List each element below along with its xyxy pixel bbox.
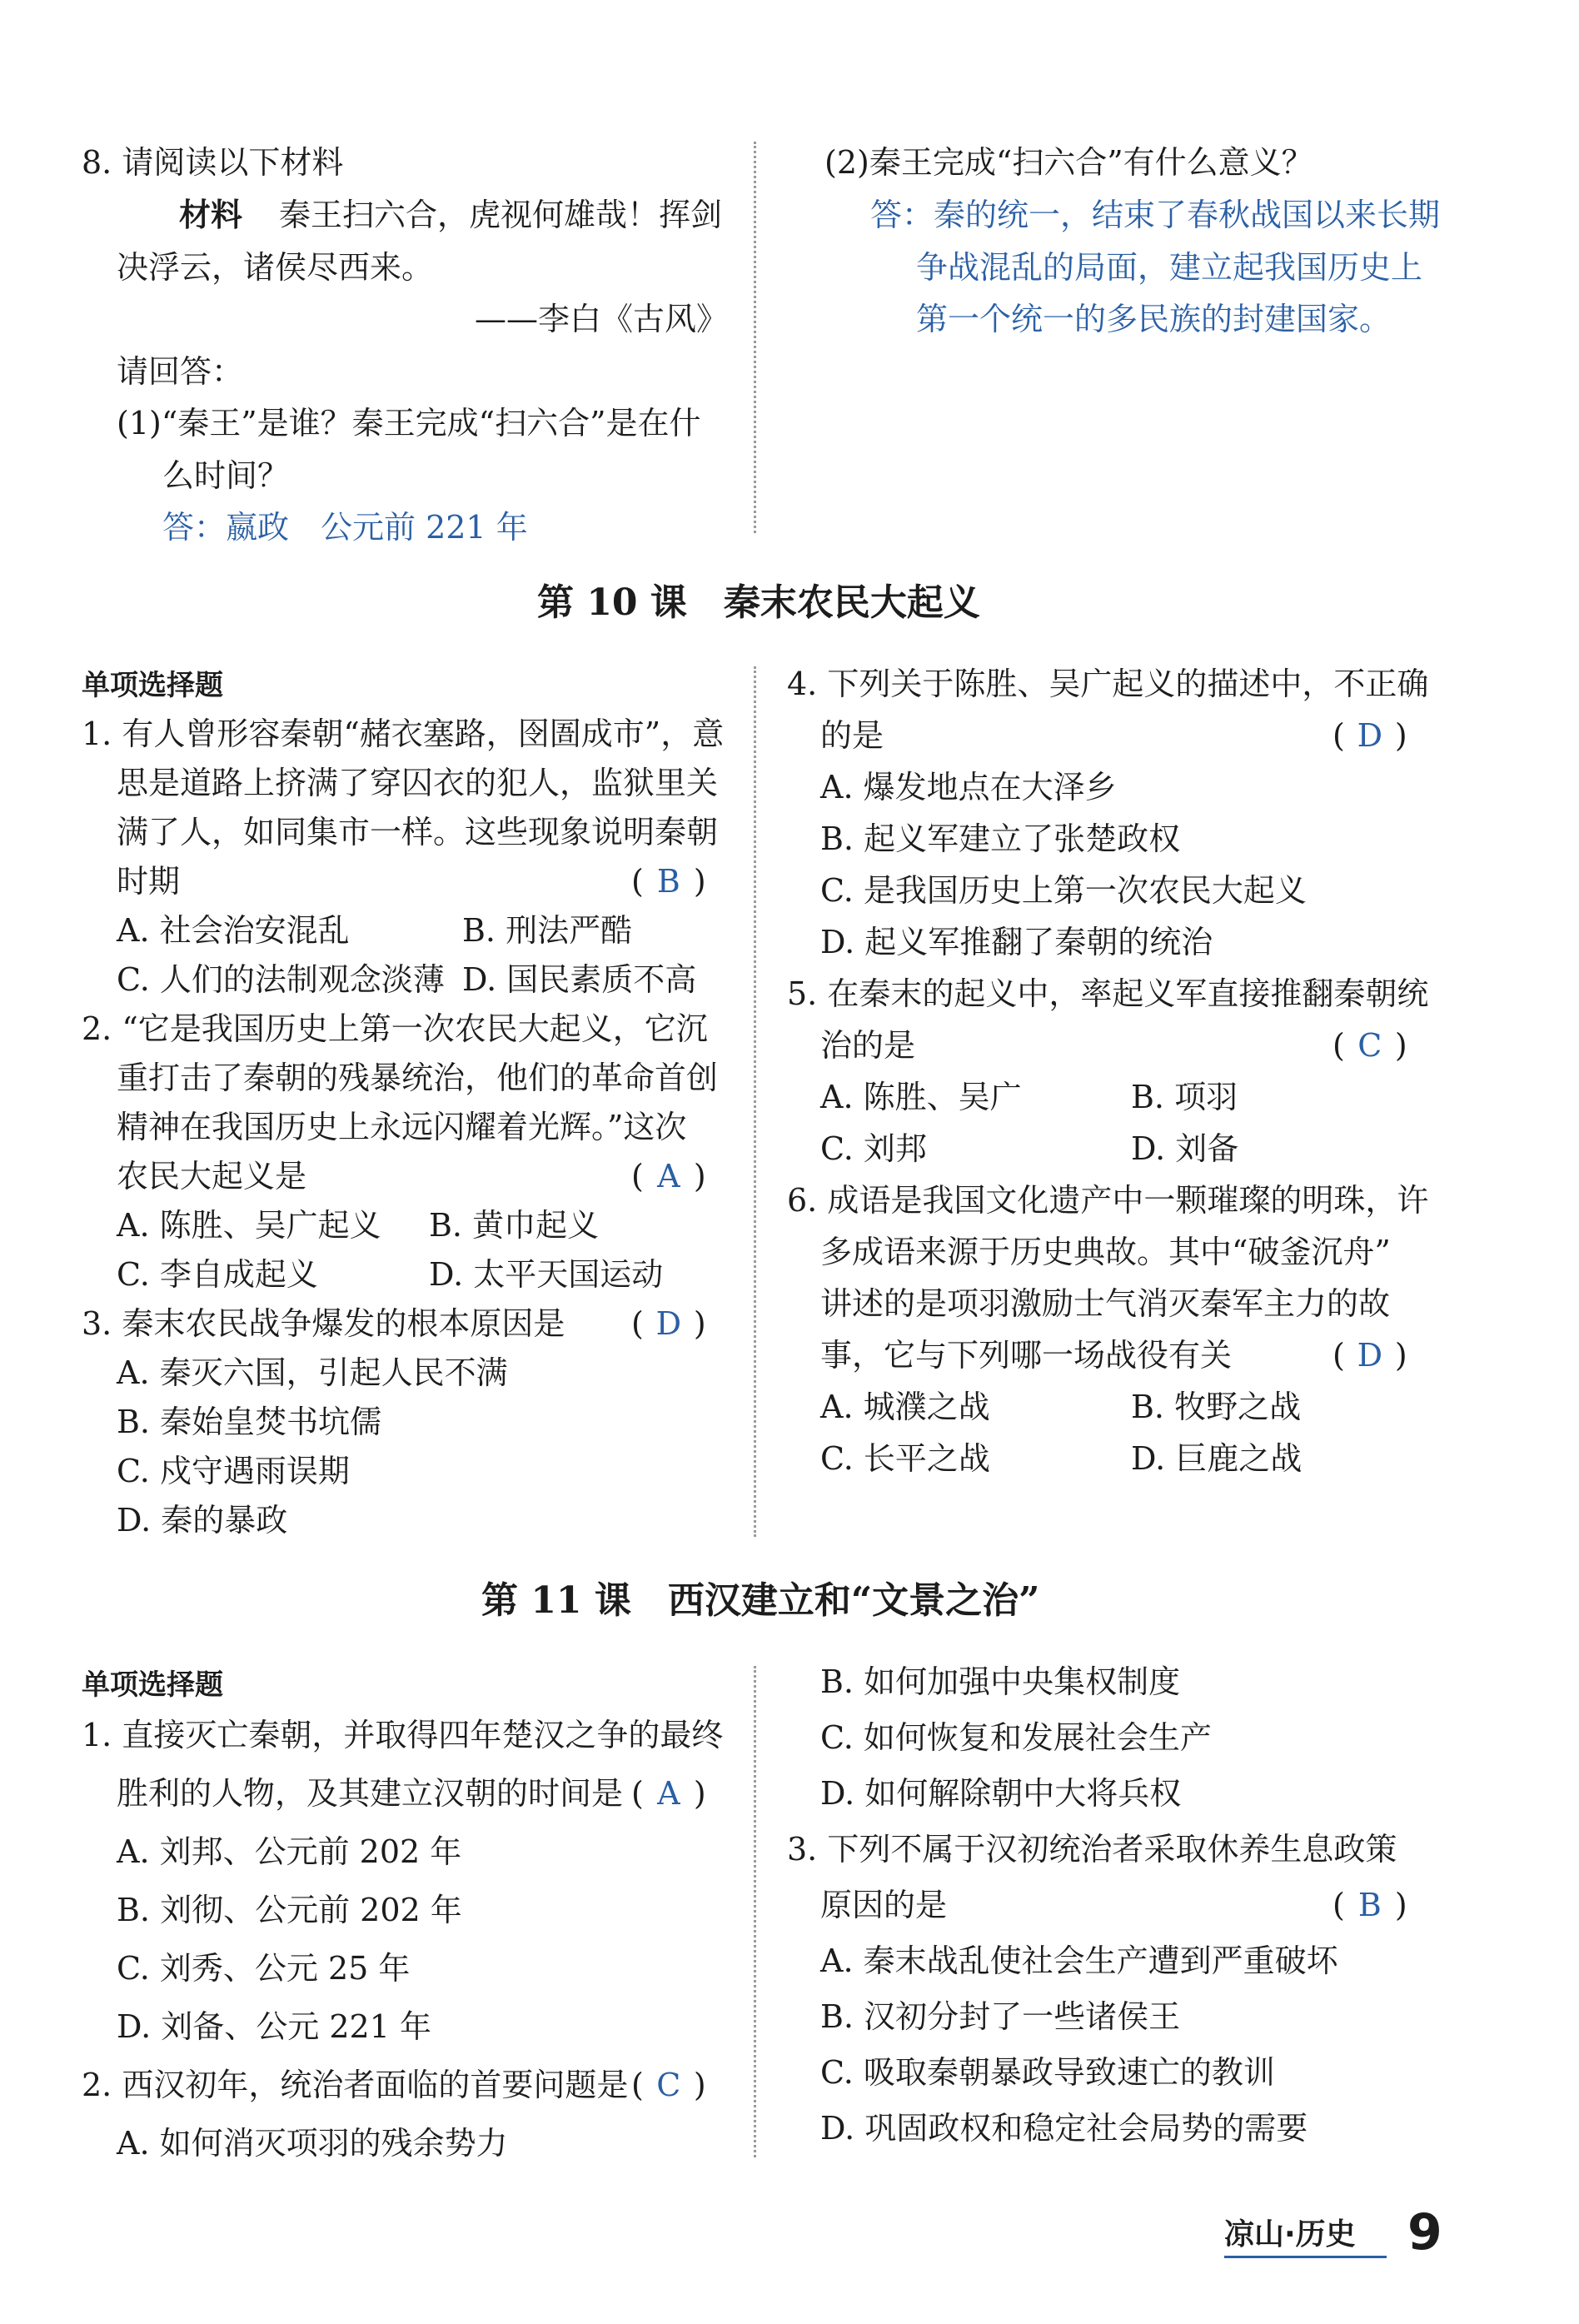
l11-q2-optC: C. 如何恢复和发展社会生产 [820,1719,1212,1756]
l11-q1-optC: C. 刘秀、公元 25 年 [117,1950,411,1987]
q8-prompt: 请回答： [117,353,244,390]
lesson10-section-heading: 单项选择题 [82,669,223,702]
page-number: 9 [1407,2203,1442,2262]
l10-q3-answer: D [655,1305,682,1342]
l10-q2-optB: B. 黄巾起义 [429,1207,600,1244]
l10-q4-line1: 4. 下列关于陈胜、吴广起义的描述中，不正确 [787,666,1429,702]
l10-q4-optD: D. 起义军推翻了秦朝的统治 [820,924,1213,960]
l10-q2-optC: C. 李自成起义 [117,1256,318,1293]
l10-q1-answer: B [656,863,680,900]
l10-q4-optB: B. 起义军建立了张楚政权 [820,820,1181,857]
l10-q2-line1: 2. “它是我国历史上第一次农民大起义，它沉 [82,1010,708,1047]
l10-q1-optA: A. 社会治安混乱 [117,912,350,949]
column-divider-top [754,142,756,533]
l11-q1-optD: D. 刘备、公元 221 年 [117,2008,431,2045]
l10-q3-line1: 3. 秦末农民战争爆发的根本原因是 [82,1305,565,1342]
l11-q1-line2: 胜利的人物，及其建立汉朝的时间是 [117,1775,624,1812]
l10-q2-line2: 重打击了秦朝的残暴统治，他们的革命首创 [117,1060,719,1096]
l10-q1-optD: D. 国民素质不高 [462,961,697,998]
l10-q3-optC: C. 戍守遇雨误期 [117,1453,350,1489]
column-divider-lesson11 [754,1666,756,2157]
q8-sub2-answer-line2: 争战混乱的局面，建立起我国历史上 [916,249,1423,286]
l10-q1-line1: 1. 有人曾形容秦朝“赭衣塞路，囹圄成市”，意 [82,716,725,752]
l11-q1-answer-box: ( A ) [631,1775,706,1812]
l11-q1-answer: A [657,1775,680,1812]
l10-q4-answer: D [1357,717,1383,754]
l10-q3-optD: D. 秦的暴政 [117,1502,288,1539]
l11-q1-optB: B. 刘彻、公元前 202 年 [117,1892,462,1928]
l10-q5-answer: C [1357,1027,1382,1064]
l10-q6-line4: 事，它与下列哪一场战役有关 [820,1337,1233,1374]
l10-q2-line3: 精神在我国历史上永远闪耀着光辉。”这次 [117,1109,687,1145]
l11-q3-optB: B. 汉初分封了一些诸侯王 [820,1998,1181,2035]
q8-source: ——李白《古风》 [475,301,729,337]
l10-q6-optD: D. 巨鹿之战 [1131,1440,1303,1477]
l11-q2-optB: B. 如何加强中央集权制度 [820,1663,1181,1700]
l10-q3-optB: B. 秦始皇焚书坑儒 [117,1404,382,1440]
l10-q5-optD: D. 刘备 [1131,1130,1239,1167]
l10-q6-optA: A. 城濮之战 [820,1389,990,1425]
l10-q4-optC: C. 是我国历史上第一次农民大起义 [820,872,1307,909]
l11-q2-line1: 2. 西汉初年，统治者面临的首要问题是 [82,2067,629,2103]
l10-q6-line1: 6. 成语是我国文化遗产中一颗璀璨的明珠，许 [787,1182,1429,1219]
l10-q1-line2: 思是道路上挤满了穿囚衣的犯人，监狱里关 [117,765,719,801]
q8-sub1-answer: 答：嬴政 公元前 221 年 [162,509,528,546]
l10-q3-optA: A. 秦灭六国，引起人民不满 [117,1354,508,1391]
l10-q1-line3: 满了人，如同集市一样。这些现象说明秦朝 [117,814,719,850]
l11-q3-answer-box: ( B ) [1332,1887,1407,1923]
l10-q2-answer: A [657,1158,680,1194]
l10-q2-optA: A. 陈胜、吴广起义 [117,1207,381,1244]
footer-underline [1224,2256,1387,2258]
l10-q2-line4: 农民大起义是 [117,1158,307,1194]
l11-q2-answer: C [656,2067,681,2103]
l10-q6-optC: C. 长平之战 [820,1440,990,1477]
l10-q5-optB: B. 项羽 [1131,1079,1238,1115]
l10-q1-optB: B. 刑法严酷 [462,912,633,949]
l10-q1-optC: C. 人们的法制观念淡薄 [117,961,445,998]
q8-stem: 8. 请阅读以下材料 [82,144,344,181]
l10-q5-answer-box: ( C ) [1332,1027,1407,1064]
l10-q4-line2: 的是 [820,717,884,754]
l10-q5-optC: C. 刘邦 [820,1130,927,1167]
l11-q2-optA: A. 如何消灭项羽的残余势力 [117,2125,508,2162]
l10-q6-line2: 多成语来源于历史典故。其中“破釜沉舟” [820,1234,1391,1270]
q8-material-line2: 决浮云，诸侯尽西来。 [117,249,434,286]
lesson10-title: 第 10 课 秦末农民大起义 [537,581,980,624]
l10-q4-answer-box: ( D ) [1332,717,1407,754]
l10-q6-line3: 讲述的是项羽激励士气消灭秦军主力的故 [820,1285,1391,1322]
q8-material-line1: 秦王扫六合，虎视何雄哉！挥剑 [279,197,723,233]
q8-sub1-line2: 么时间？ [162,457,290,494]
l10-q1-line4: 时期 [117,863,181,900]
l10-q6-answer-box: ( D ) [1332,1337,1407,1374]
l10-q6-answer: D [1357,1337,1383,1374]
q8-sub2: (2)秦王完成“扫六合”有什么意义？ [824,144,1313,181]
q8-sub1-line1: (1)“秦王”是谁？秦王完成“扫六合”是在什 [117,405,701,441]
l11-q3-answer: B [1357,1887,1382,1923]
column-divider-lesson10 [754,666,756,1537]
l11-q2-answer-box: ( C ) [631,2067,706,2103]
l10-q5-line2: 治的是 [820,1027,916,1064]
l11-q1-optA: A. 刘邦、公元前 202 年 [117,1833,462,1870]
l10-q5-optA: A. 陈胜、吴广 [820,1079,1022,1115]
lesson11-title: 第 11 课 西汉建立和“文景之治” [481,1579,1040,1622]
l10-q2-optD: D. 太平天国运动 [429,1256,664,1293]
l10-q6-optB: B. 牧野之战 [1131,1389,1302,1425]
l11-q2-optD: D. 如何解除朝中大将兵权 [820,1775,1182,1812]
l11-q3-line2: 原因的是 [820,1887,948,1923]
l10-q4-optA: A. 爆发地点在大泽乡 [820,769,1117,805]
q8-sub2-answer-line1: 答：秦的统一，结束了春秋战国以来长期 [870,197,1441,233]
footer-label: 凉山·历史 [1224,2217,1356,2252]
l10-q2-answer-box: ( A ) [631,1158,706,1194]
l10-q5-line1: 5. 在秦末的起义中，率起义军直接推翻秦朝统 [787,975,1429,1012]
l11-q3-optC: C. 吸取秦朝暴政导致速亡的教训 [820,2054,1275,2091]
l10-q1-answer-box: ( B ) [631,863,706,900]
q8-material-label: 材料 [179,196,243,233]
q8-sub2-answer-line3: 第一个统一的多民族的封建国家。 [916,301,1392,337]
l11-q3-optD: D. 巩固政权和稳定社会局势的需要 [820,2110,1308,2147]
l11-q1-line1: 1. 直接灭亡秦朝，并取得四年楚汉之争的最终 [82,1717,724,1753]
l10-q3-answer-box: ( D ) [631,1305,706,1342]
l11-q3-optA: A. 秦末战乱使社会生产遭到严重破坏 [820,1942,1338,1979]
l11-q3-line1: 3. 下列不属于汉初统治者采取休养生息政策 [787,1831,1397,1868]
lesson11-section-heading: 单项选择题 [82,1668,223,1702]
